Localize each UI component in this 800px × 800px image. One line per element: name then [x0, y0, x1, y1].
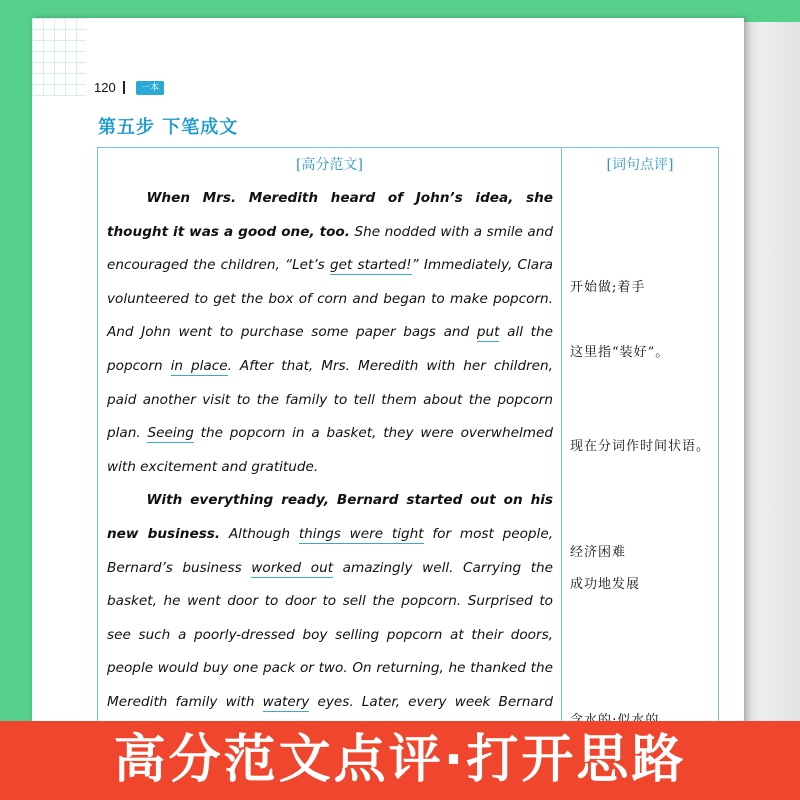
paragraph-opening-sentence: With everything ready, Bernard started out on his new business. [107, 492, 553, 542]
highlighted-phrase: in place [170, 357, 228, 374]
highlighted-phrase: put [476, 324, 500, 341]
note-seeing: 现在分词作时间状语。 [570, 439, 711, 454]
book-page [32, 18, 744, 728]
series-logo-badge: 一本 [136, 81, 164, 95]
essay-paragraph-2: With everything ready, Bernard started out on his new business. Although things were tight for most people, Bernard’s business worked out amazingly well. Carrying the basket, he went door to door to sell the popcorn. Surprised to see such a poorly-dressed boy selling popcorn at their doors, people would buy one pack or two. On returning, he thanked the Meredith family with watery eyes. Later, every week Bernard [107, 492, 554, 710]
promo-banner [0, 721, 800, 800]
highlighted-phrase: things were tight [298, 525, 424, 542]
notes-column-header: [词句点评] [606, 157, 674, 173]
page-number: 120 [94, 80, 116, 95]
highlighted-phrase: worked out [251, 559, 334, 576]
column-divider [561, 148, 562, 728]
note-get-started: 开始做;着手 [570, 280, 646, 295]
highlighted-phrase: watery [262, 693, 310, 710]
highlighted-phrase: get started! [329, 257, 412, 274]
highlighted-phrase: Seeing [147, 425, 194, 442]
section-title: 第五步 下笔成文 [98, 117, 239, 138]
essay-table [97, 147, 719, 728]
corner-grid-decoration [32, 18, 86, 96]
essay-column-header: [高分范文] [296, 157, 363, 173]
page-number-divider [123, 81, 125, 94]
essay-paragraph-1: When Mrs. Meredith heard of John’s idea, she thought it was a good one, too. She nodded with a smile and encouraged the children, “Let’s get started!” Immediately, Clara volunteered to get the box of corn and began to make popcorn. And John went to purchase some paper bags and put all the popcorn in place. After that, Mrs. Meredith with her children, paid another visit to the family to tell them about the popcorn plan. Seeing the popcorn in a basket, they were overwhelmed with excitement and gratitude. [107, 190, 554, 475]
note-put-in-place: 这里指“装好”。 [570, 345, 670, 360]
model-essay [107, 182, 553, 728]
note-things-were-tight: 经济困难 [570, 545, 627, 560]
next-page-edge [736, 22, 800, 722]
paragraph-opening-sentence: When Mrs. Meredith heard of John’s idea, she thought it was a good one, too. [107, 190, 553, 240]
note-worked-out: 成功地发展 [570, 577, 641, 592]
banner-slogan: 高分范文点评·打开思路 [113, 730, 687, 790]
